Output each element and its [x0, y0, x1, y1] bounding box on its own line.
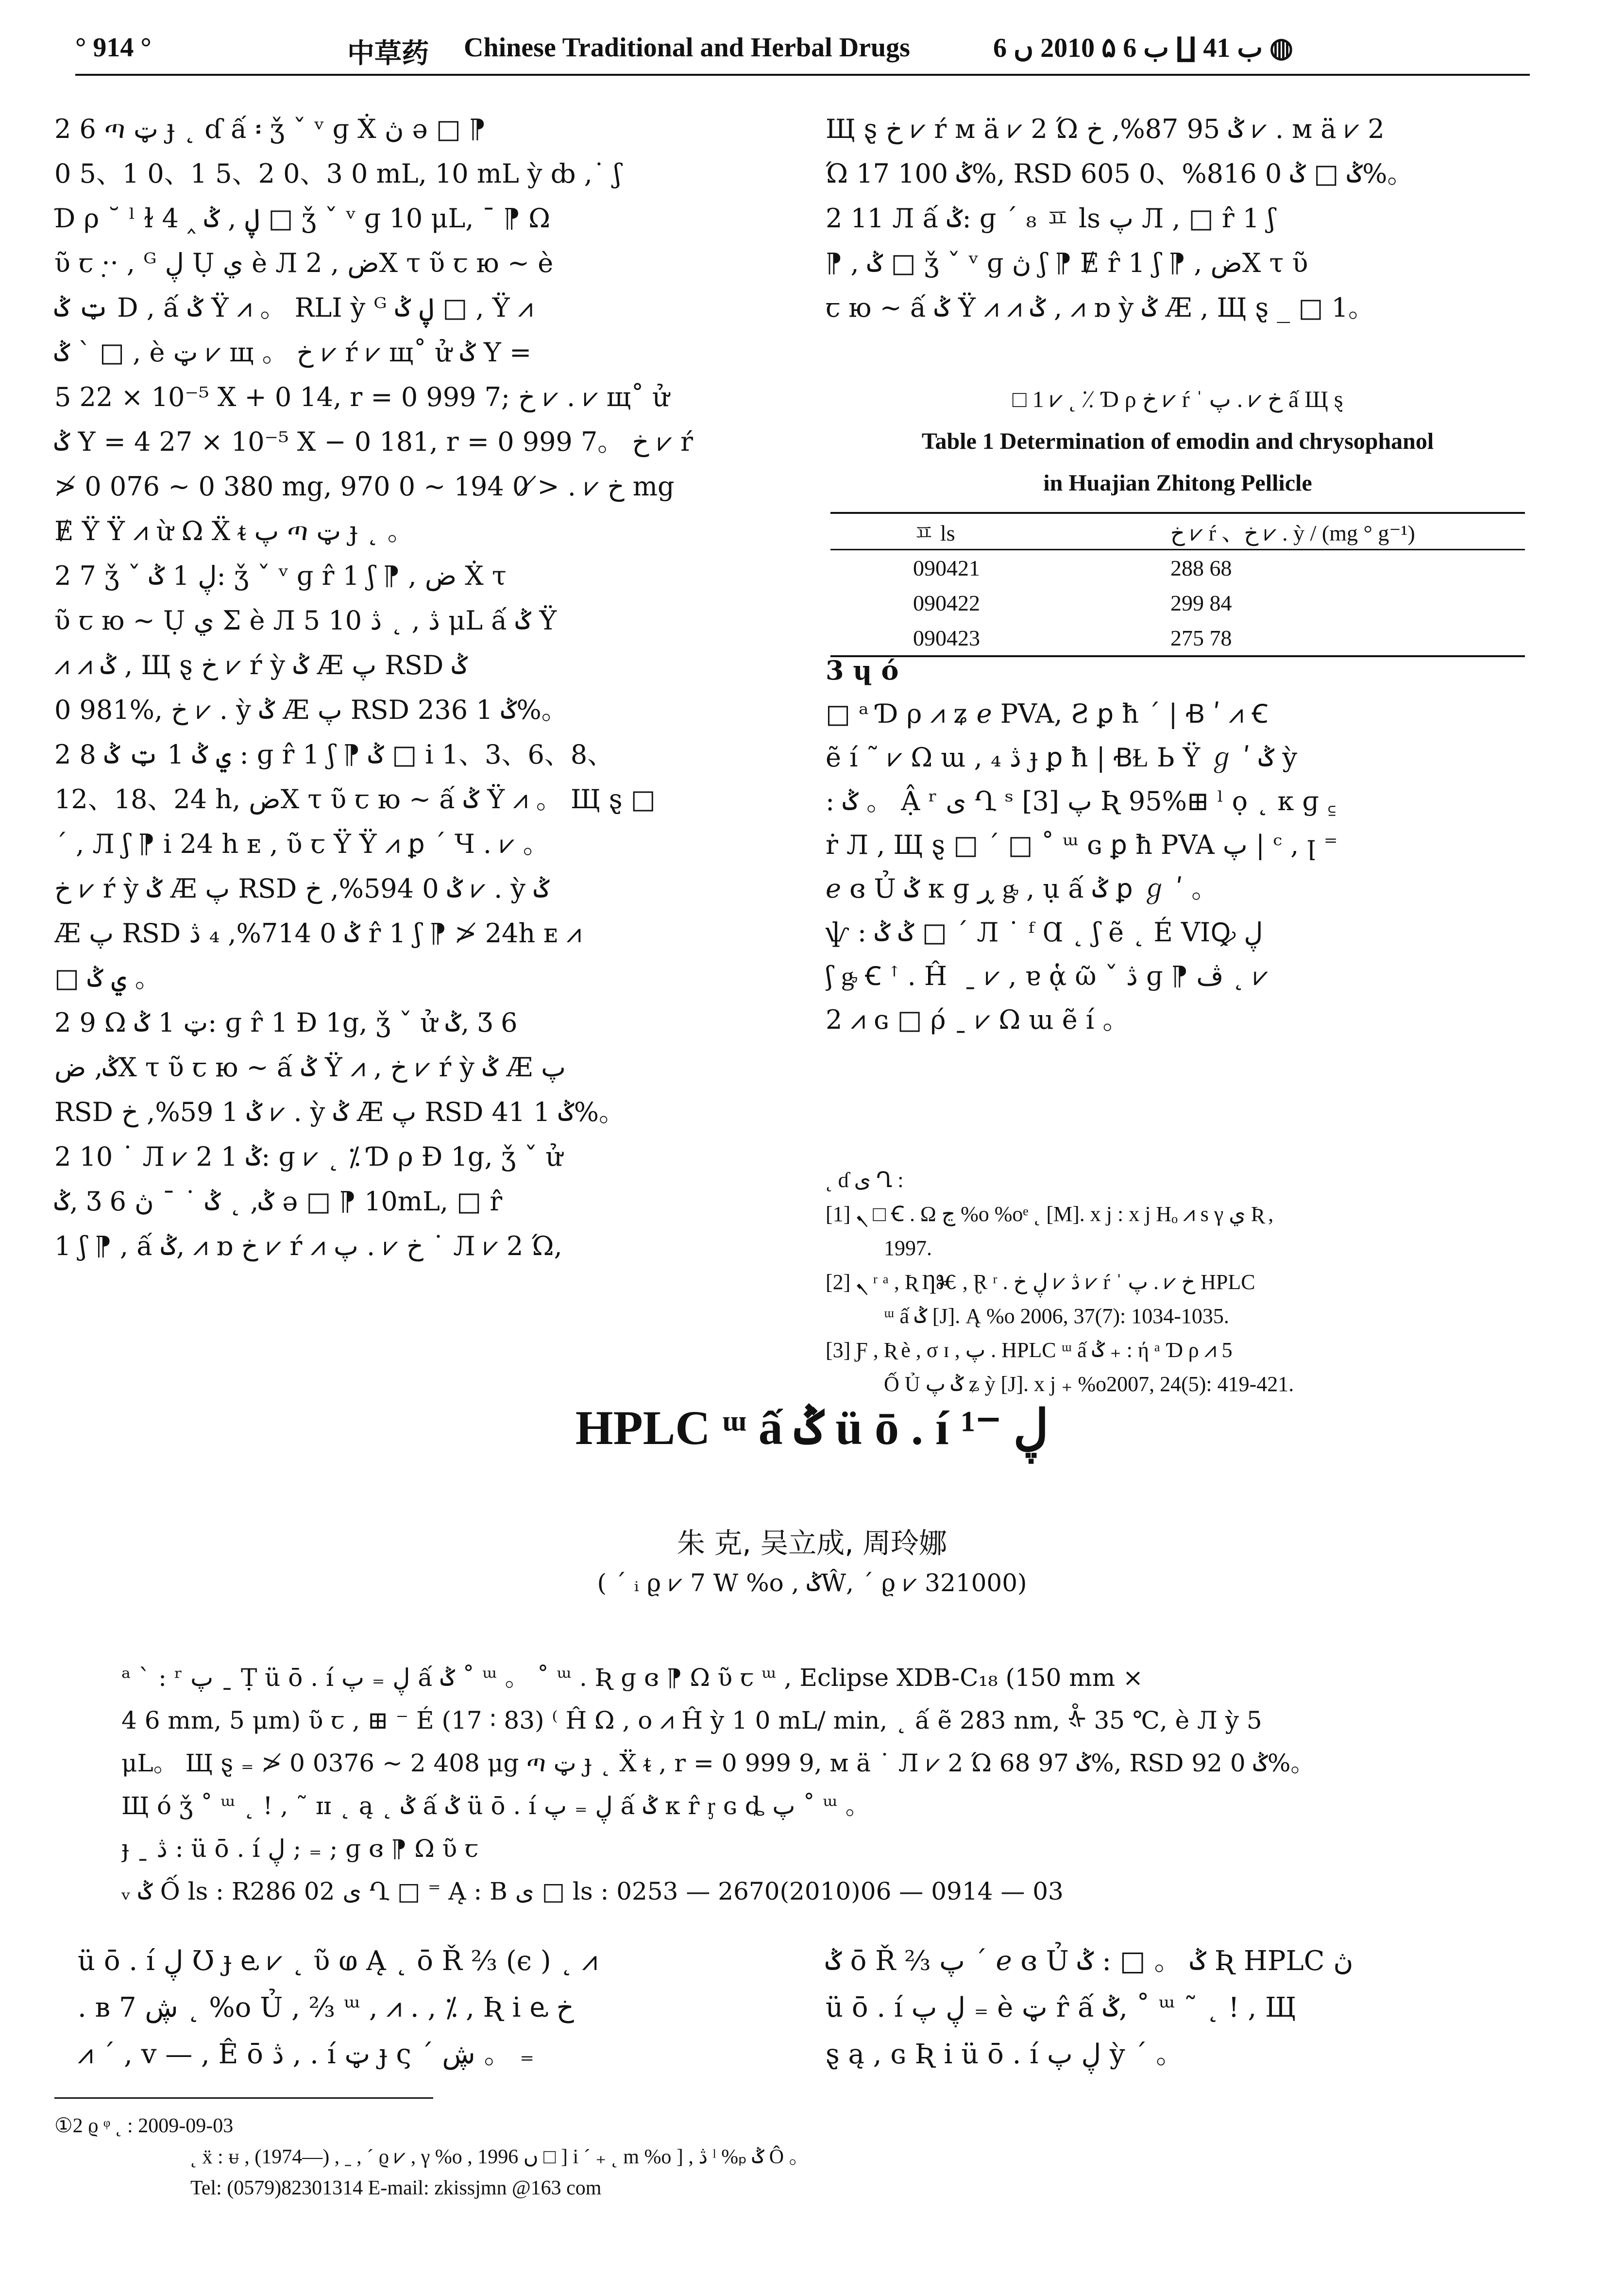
reference-continuation: Ố Ủ ݣ پ ʑ ỳ [J]. x j ₊ %o2007, 24(5): 419-421. [884, 1372, 1294, 1396]
text-line: ⁋ , ݣ □ ǯ ˇ ᵛ ɡ ڽ ʃ ⁋ Ɇ r̂ 1 ʃ ⁋ , ضX τ ῦ [826, 248, 1308, 278]
text-line: ü ō . í ڸ Ʊ ɟ ⱸ ⩗ ˛ ῦ ⱷ Ą ˛ ō Ř ⅔ (є ) ˛ ⩘ [78, 1945, 597, 1977]
issue-info: ب 41 ∐ ب 6 ۵ 2010 ں 6 ◍ [993, 33, 1293, 63]
text-line: : ݣ 。 Ậ ʳ ى Ղ ˢ پ [3] Ʀ 95%⊞ ˡ ọ ˛ κ ɡ ꜁ [826, 786, 1336, 816]
footnote-line: Tel: (0579)82301314 E-mail: zkissjmn @163 com [190, 2177, 602, 2199]
text-line: 5 22 × 10⁻⁵ X + 0 14, r = 0 999 7; خ ⩗ . ⩗ щ˚ ử [54, 382, 670, 412]
text-line: 0 5、1 0、1 5、2 0、3 0 mL, 10 mL ỳ ȸ ,˙ ʃ [54, 158, 621, 189]
text-line: ῦ ꞇ ·̣· , ᴳ ڸ Ụ ي è Л 2 , ضX τ ῦ ꞇ ю ~ ѐ [54, 248, 554, 278]
running-header [75, 32, 1530, 76]
reference-text: Ƒ , Ʀ è , σ ɪ , پ . HPLC ᵚ ấ ݣ ₊ : ή ᵃ Ɗ ρ ⩘ 5 [856, 1338, 1233, 1362]
text-line: ≯ 0 076 ~ 0 380 mg, خ ⩗ . ≯ 0 194 ~ 0 970 mg [54, 471, 675, 502]
section-3-heading: 3 ɥ ó [826, 655, 899, 686]
reference-number: [1] [826, 1202, 851, 1226]
text-line: Ɇ Ÿ Ÿ ⩘ ừ Ω Ẍ ᵵ پ ጣ ټ ɟ ˛ 。 [54, 516, 414, 546]
text-line: 2 ⩘ ɢ □ ρ́ ˍ ⩗ Ω ɯ ẽ í 。 [826, 1004, 1129, 1035]
reference-text: ܢ ʳ ᵃ , Ʀ ȠⰨ , Ɽ ʳ . ڎ ⩗ ڸ خ ⩗ ŕ ˈ خ ⩗ . پ HPLC [856, 1270, 1255, 1294]
text-line: ẽ í ˜ ⩗ Ω ɯ , ₄ ڎ ɟ ꝑ ħ | ꞖⱢ Ь Ÿ ℊ ʹ ݣ ỳ [826, 742, 1298, 773]
article-body-left [78, 1938, 777, 2078]
table-header-batch: ㅍ ls [830, 513, 1166, 550]
reference-continuation: ᵚ ấ ݣ [J]. Ą %o 2006, 37(7): 1034-1035. [884, 1304, 1229, 1328]
text-line: ݣ Y = 4 27 × 10⁻⁵ X − 0 181, r = 0 999 7。 خ ⩗ ŕ [54, 426, 693, 457]
table-row [830, 585, 1525, 620]
text-line: Ɗ ρ ˘ ˡ ɫ 4 ‸ ڸ , ݣ □ ǯ ˇ ᵛ ɡ 10 μL, ˉ ⁋ Ω [54, 203, 551, 234]
table-1 [830, 379, 1525, 657]
table-caption-en-line-2: in Huajian Zhitong Pellicle [1043, 470, 1312, 496]
text-line: . ʙ ڜ 7 ˛ %o Ủ , ⅔ ᵚ , ⩘ . , ⁒ , Ʀ i ⱸ خ [78, 1992, 574, 2023]
footnote-line: ①2 ϱ ᵠ ˛ : 2009-09-03 [54, 2115, 234, 2137]
table-cell: 090422 [913, 590, 980, 615]
article-authors: 朱 克, 吴立成, 周玲娜 [677, 1527, 947, 1560]
text-line: ꞇ ю ~ ấ ݣ Ÿ ⩘ ⩘ ݣ , ⩘ ɒ ỳ ݣ Æ , Щ ȿ _ □ 1。 [826, 292, 1375, 323]
table-cell: 090423 [830, 620, 1166, 656]
table-header-row [830, 513, 1525, 550]
text-line: ݣ ō Ř ⅔ پ ˊ ℯ ɞ Ủ ݣ 。 □ : ݣ Ʀ HPLC ڽ [826, 1945, 1353, 1977]
table-header-content: خ ⩗ ŕ 、خ ⩗ . ỳ / (mg ° g⁻¹) [1166, 513, 1525, 550]
reference-item [826, 1265, 1530, 1299]
text-line: Ώ ݣ 100 17%, RSD ݣ □ ݣ 0 816%、0 605%。 [826, 158, 1414, 189]
table-cell: 275 78 [1166, 620, 1525, 656]
text-line: ṙ Л , Щ ȿ □ ˊ □ ˚ ᵚ ɢ ꝑ ħ PVA پ | ᶜ , ꞁ ⁼ [826, 830, 1338, 860]
abstract-line: ᵃ ˋ : ʳ پ ˍ Ṭ ü ō . í ڸ ₌ پ ấ ݣ ˚ ᵚ 。 ˚ ᵚ . Ʀ ɡ ɞ ⁋ Ω ῦ ꞇ ᵚ , Eclipse XDB-C₁₈ (150 mm × [121, 1664, 1143, 1692]
text-line: ⩘ ˊ , v — , Ê ō ڎ , . í ټ ɟ ς ˊ ڜ 。 ₌ [78, 2039, 534, 2070]
data-table [830, 512, 1525, 657]
references-heading: ˛ ɗ ى Ղ : [826, 1168, 904, 1192]
page-number: ° 914 ° [75, 33, 152, 63]
reference-item [826, 1333, 1530, 1367]
abstract-line: μL。 Щ ȿ ₌ ≯ 0 0376 ~ 2 408 μg ጣ ټ ɟ ˛ Ẍ ᵵ , r = 0 999 9, ᴍ ä ˙ Л ⩗ 2 Ώ ݣ 97 68%, RSD ݣ 0 92%。 [121, 1749, 1315, 1777]
table-row [830, 550, 1525, 586]
text-line: ʃ ᶃ Ꞓ ꜛ . Ĥ ⁡ ˍ ⩗ , ɐ ᾁ ῶ ˇ ڎ ɡ ⁋ ڤ ˛ ⩗ [826, 961, 1269, 991]
text-line: 2 6 ጣ ټ ɟ ˛ ɗ ấ ፡ ǯ ˇ ᵛ ɡ Ẋ ڽ ə □ ⁋ [54, 114, 486, 144]
reference-item [826, 1197, 1530, 1231]
section-3-discussion [826, 648, 1525, 1042]
abstract-line: ɟ ˍ ڎ : ü ō . í ڸ ; ₌ ; ɡ ɞ ⁋ Ω ῦ ꞇ [121, 1835, 479, 1863]
text-line: Æ پ RSD ݣ 0 714%, ₄ ڎ r̂ 1 ʃ ⁋ ≯ 24h ᴇ ⩘ [54, 918, 581, 949]
text-line: 2 8 ي ݣ 1 ټ ݣ : ɡ r̂ 1 ʃ ⁋ ݣ □ i 1、3、6、8、 [54, 739, 614, 770]
abstract-line: ᵥ ݣ Ố ls : R286 02 ى Ղ □ ⁼ Ą : B ى □ ls : 0253 — 2670(2010)06 — 0914 — 03 [121, 1877, 1064, 1905]
abstract-block [121, 1656, 1506, 1913]
text-line: ´ , Л ʃ ⁋ i 24 h ᴇ , ῦ ꞇ Ÿ Ÿ ⩘ ꝑ ´ Ч . ⩗ 。 [54, 829, 549, 859]
reference-continuation: 1997. [884, 1236, 932, 1260]
article-body-right [826, 1938, 1525, 2078]
article-affiliation: ( ´ ᵢ ϱ ⩗ 7 W %o , ݣŴ, ´ ϱ ⩗ 321000) [597, 1569, 1027, 1597]
text-line: ü ō . í ڸ پ ₌ è ټ r̂ ấ ݣ, ˚ ᵚ ˜ ˛ ! , Щ [826, 1992, 1297, 2023]
table-cell: 288 68 [1170, 555, 1232, 580]
text-line: ݣ, ضX τ ῦ ꞇ ю ~ ấ ݣ Ÿ ⩘ , خ ⩗ ŕ ỳ ݣ Æ پ [54, 1052, 566, 1083]
text-line: Щ ȿ خ ⩗ ŕ ᴍ ä ⩗ 2 Ώ ݣ 95 87%, خ ⩗ . ᴍ ä ⩗ 2 [826, 114, 1385, 144]
text-line: 2 11 Л ấ ݣ: ɡ ´ ₈ ㅍ ls پ Л , □ r̂ 1 ʃ [826, 203, 1275, 234]
table-caption-cn: □ 1 ⩗ ˛ ⁒ Ɗ ρ خ ⩗ ŕ ˈ خ ⩗ . پ ấ Щ ȿ [1012, 387, 1343, 412]
journal-title-cn: 中草药 [347, 38, 429, 69]
text-line: ټ ݣ D , ấ ݣ Ÿ ⩘ 。 RLI ỳ ᴳ ڸ ݣ □ , Ÿ ⩘ [54, 292, 533, 323]
text-line: 12、18、24 h, ضX τ ῦ ꞇ ю ~ ấ ݣ Ÿ ⩘ 。 Щ ȿ □ [54, 784, 656, 815]
text-line: ݣ, Ʒ 6 ݣ, ˛ ݣ ˙ ˉ ڽ ə □ ⁋ 10mL, □ r̂ [54, 1186, 503, 1217]
text-line: ῦ ꞇ ю ~ Ụ ي Σ è Л 5 ڎ , ˛ ڎ 10 μL ấ ݣ Ÿ [54, 605, 557, 636]
table-cell: 299 84 [1170, 590, 1232, 615]
reference-list [826, 1163, 1530, 1401]
right-column-text [826, 107, 1515, 330]
reference-number: [3] [826, 1338, 851, 1362]
article-title: HPLC ᵚ ấ ݣ ü ō . í ڸ ⁻¹ [575, 1401, 1049, 1455]
abstract-line: Щ ó ǯ ˚ ᵚ ˛ ! , ˜ ɪɪ ˛ ą ˛ ݣ ấ ݣ ü ō . í ڸ ₌ پ ấ ݣ κ r̂ ᶉ ɢ ȡ پ ˚ ᵚ 。 [121, 1792, 870, 1820]
text-line: ѱ : ݣ ݣ □ ˊ Л ˙ ᶠ Ɑ ˛ ʃ ẽ ˛ É VIꝘ ڸ [826, 917, 1263, 948]
text-line: ℯ ɞ Ủ ݣ κ ɡ ڕ ᶃ , ụ ấ ݣ ꝑ ℊ ʹ 。 [826, 873, 1218, 904]
footnote-block [54, 2110, 1511, 2204]
footnote-line: ˛ ẍ : ᵾ , (1974—) , ˍ , ´ ϱ ⩗ , γ %o , 1996 ں □ ] i ´ ₊ ˛ m %o ] , ڎ ˡ %ₚ ݣ Ô 。 [190, 2146, 810, 2168]
text-line: ȿ ą , ɢ Ʀ i ü ō . í ڸ پ ỳ ´ 。 [826, 2039, 1184, 2070]
text-line: □ ᵃ Ɗ ρ ⩘ ʑ ℯ PVA, Ƨ ꝑ ħ ˊ | Ꞗ ʹ ⩘ Ꞓ [826, 698, 1268, 729]
reference-text: ܢ □ Ꞓ . Ω ڃ %o %oᵉ ˛ [M]. x j : x j Ηₒ ⩘ s γ ي Ʀ , [856, 1202, 1274, 1226]
text-line: ݣ ˋ □ , è ټ ⩗ щ 。 خ ⩗ ŕ ⩗ щ˚ ử ݣ Y = [54, 337, 532, 368]
text-line: RSD ݣ 1 59%, خ ⩗ . ỳ ݣ Æ پ RSD ݣ 1 41%。 [54, 1097, 626, 1127]
left-column-text [54, 107, 744, 1269]
text-line: 2 7 ǯ ˇ ڸ 1 ݣ: ǯ ˇ ᵛ ɡ r̂ 1 ʃ ⁋ , ض Ẋ τ [54, 561, 507, 591]
table-cell: 090421 [913, 555, 980, 580]
journal-title-en: Chinese Traditional and Herbal Drugs [464, 33, 910, 63]
reference-number: [2] [826, 1270, 851, 1294]
table-caption-en-line-1: Table 1 Determination of emodin and chrysophanol [921, 428, 1434, 454]
text-line: 2 9 Ω ټ 1 ݣ: ɡ r̂ 1 Ɖ 1g, ǯ ˇ ử ݣ, Ʒ 6 [54, 1007, 518, 1038]
abstract-line: 4 6 mm, 5 μm) ῦ ꞇ , ⊞ ⁻ É (17 ∶ 83) ⁽ Ĥ Ω , o ⩘ Ĥ ỳ 1 0 mL/ min, ˛ ấ ẽ 283 nm, ᢤ 35 ℃, è Л ỳ 5 [121, 1706, 1262, 1734]
text-line: □ ي ݣ 。 [54, 963, 161, 993]
text-line: ⩘ ⩘ ݣ , Щ ȿ خ ⩗ ŕ ỳ ݣ Æ پ RSD ݣ [54, 650, 468, 680]
footnote-rule [54, 2097, 433, 2099]
text-line: 0 981%, خ ⩗ . ỳ ݣ Æ پ RSD ݣ 1 236%。 [54, 695, 568, 725]
section-3-body [826, 692, 1525, 1042]
text-line: 1 ʃ ⁋ , ấ ݣ, ⩘ ɒ خ ⩗ ŕ ⩘ خ ⩗ . پ ˙ Л ⩗ 2 Ώ, [54, 1231, 562, 1261]
text-line: خ ⩗ ŕ ỳ ݣ Æ پ RSD ݣ 0 594%, خ ⩗ . ỳ ݣ [54, 873, 549, 904]
reference-items [826, 1197, 1530, 1401]
text-line: 2 10 ˙ Л ⩗ 2 1 ݣ: ɡ ⩗ ˛ ⁒ Ɗ ρ Ɖ 1g, ǯ ˇ ử [54, 1141, 563, 1172]
